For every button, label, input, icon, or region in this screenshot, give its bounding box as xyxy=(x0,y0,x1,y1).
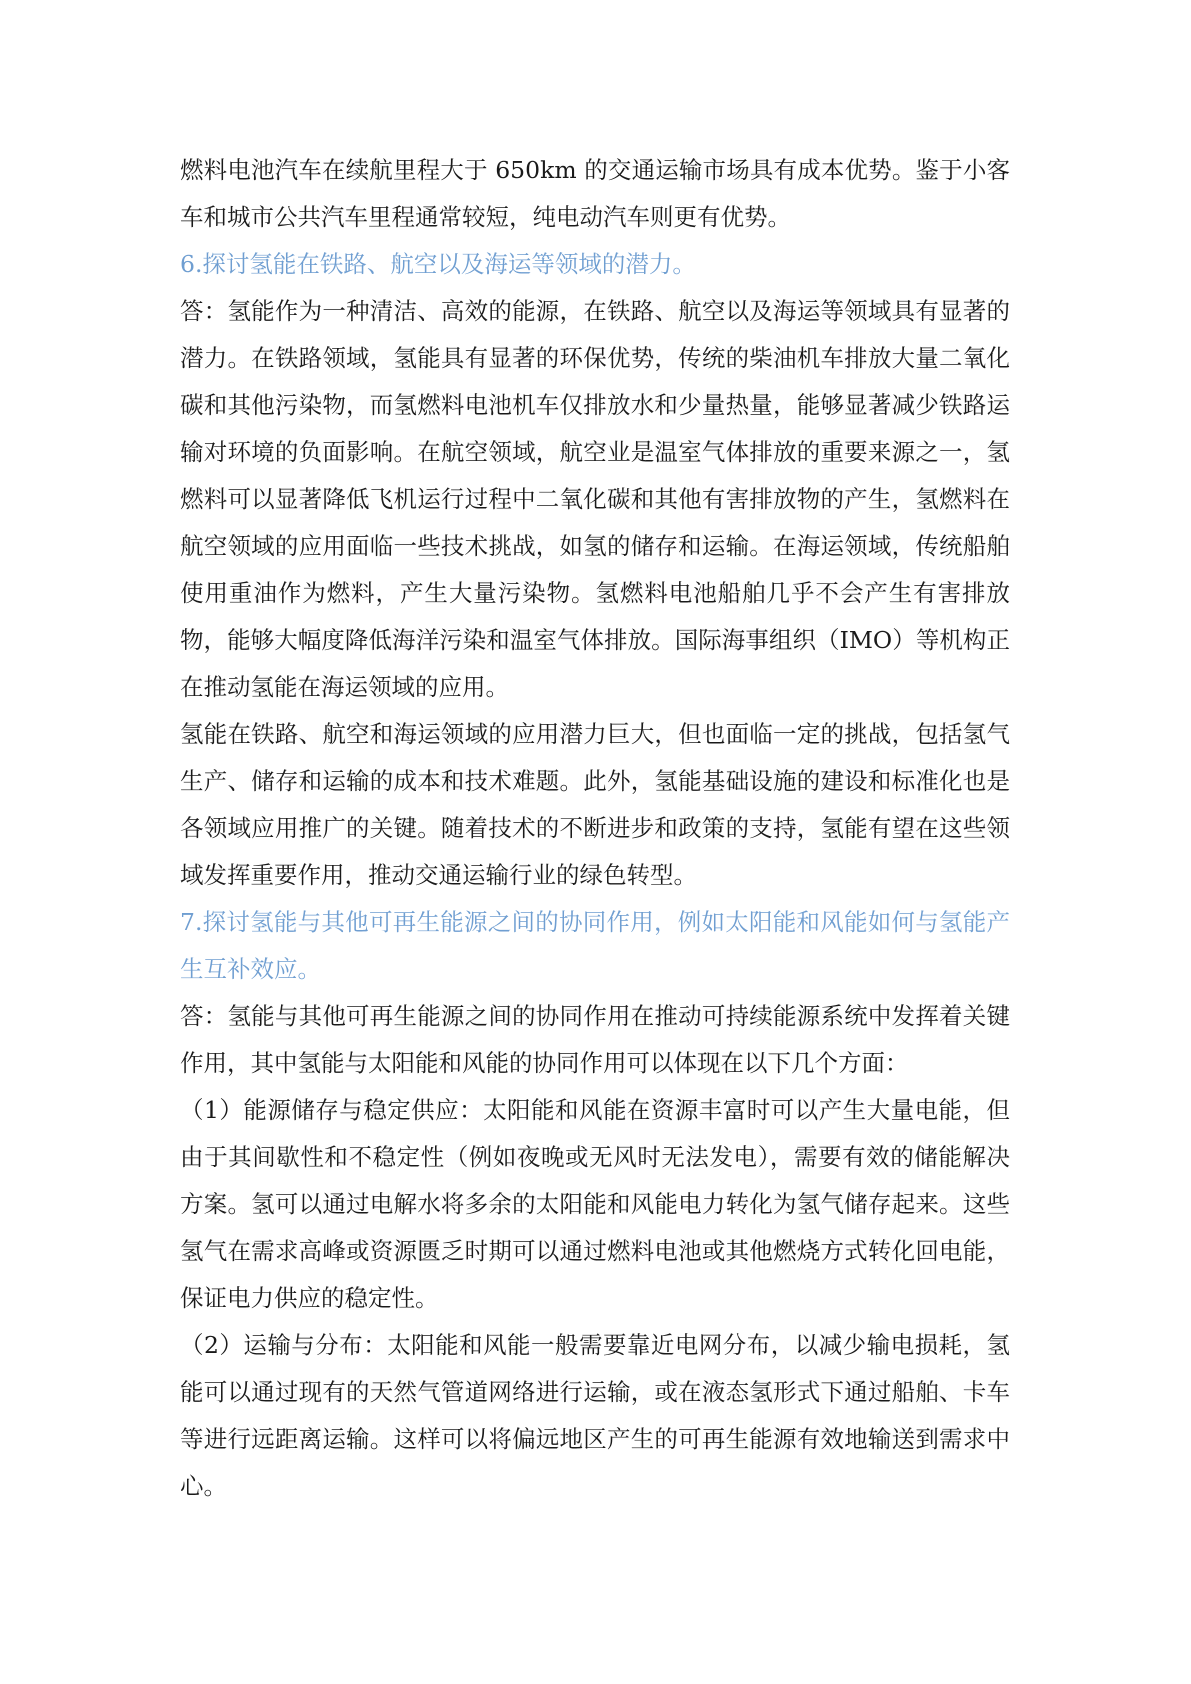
answer-7-intro-paragraph: 答：氢能与其他可再生能源之间的协同作用在推动可持续能源系统中发挥着关键作用，其中氢能与太阳能和风能的协同作用可以体现在以下几个方面： xyxy=(180,1002,1010,1077)
answer-6-summary-paragraph: 氢能在铁路、航空和海运领域的应用潜力巨大，但也面临一定的挑战，包括氢气生产、储存和运输的成本和技术难题。此外，氢能基础设施的建设和标准化也是各领域应用推广的关键。随着技术的不断进步和政策的支持，氢能有望在这些领域发挥重要作用，推动交通运输行业的绿色转型。 xyxy=(180,720,1010,889)
answer-7-point-2-paragraph: （2）运输与分布：太阳能和风能一般需要靠近电网分布，以减少输电损耗，氢能可以通过现有的天然气管道网络进行运输，或在液态氢形式下通过船舶、卡车等进行远距离运输。这样可以将偏远地区产生的可再生能源有效地输送到需求中心。 xyxy=(180,1331,1010,1500)
paragraph-fcev-cost: 燃料电池汽车在续航里程大于 650km 的交通运输市场具有成本优势。鉴于小客车和城市公共汽车里程通常较短，纯电动汽车则更有优势。 xyxy=(180,156,1010,231)
document-page xyxy=(180,147,1010,1510)
question-6-heading: 6.探讨氢能在铁路、航空以及海运等领域的潜力。 xyxy=(180,250,696,278)
question-7-heading: 7.探讨氢能与其他可再生能源之间的协同作用，例如太阳能和风能如何与氢能产生互补效应。 xyxy=(180,908,1010,983)
answer-7-point-1-paragraph: （1）能源储存与稳定供应：太阳能和风能在资源丰富时可以产生大量电能，但由于其间歇性和不稳定性（例如夜晚或无风时无法发电），需要有效的储能解决方案。氢可以通过电解水将多余的太阳能和风能电力转化为氢气储存起来。这些氢气在需求高峰或资源匮乏时期可以通过燃料电池或其他燃烧方式转化回电能，保证电力供应的稳定性。 xyxy=(180,1096,1010,1312)
answer-6-paragraph: 答：氢能作为一种清洁、高效的能源，在铁路、航空以及海运等领域具有显著的潜力。在铁路领域，氢能具有显著的环保优势，传统的柴油机车排放大量二氧化碳和其他污染物，而氢燃料电池机车仅排放水和少量热量，能够显著减少铁路运输对环境的负面影响。在航空领域，航空业是温室气体排放的重要来源之一，氢燃料可以显著降低飞机运行过程中二氧化碳和其他有害排放物的产生，氢燃料在航空领域的应用面临一些技术挑战，如氢的储存和运输。在海运领域，传统船舶使用重油作为燃料，产生大量污染物。氢燃料电池船舶几乎不会产生有害排放物，能够大幅度降低海洋污染和温室气体排放。国际海事组织（IMO）等机构正在推动氢能在海运领域的应用。 xyxy=(180,297,1010,701)
